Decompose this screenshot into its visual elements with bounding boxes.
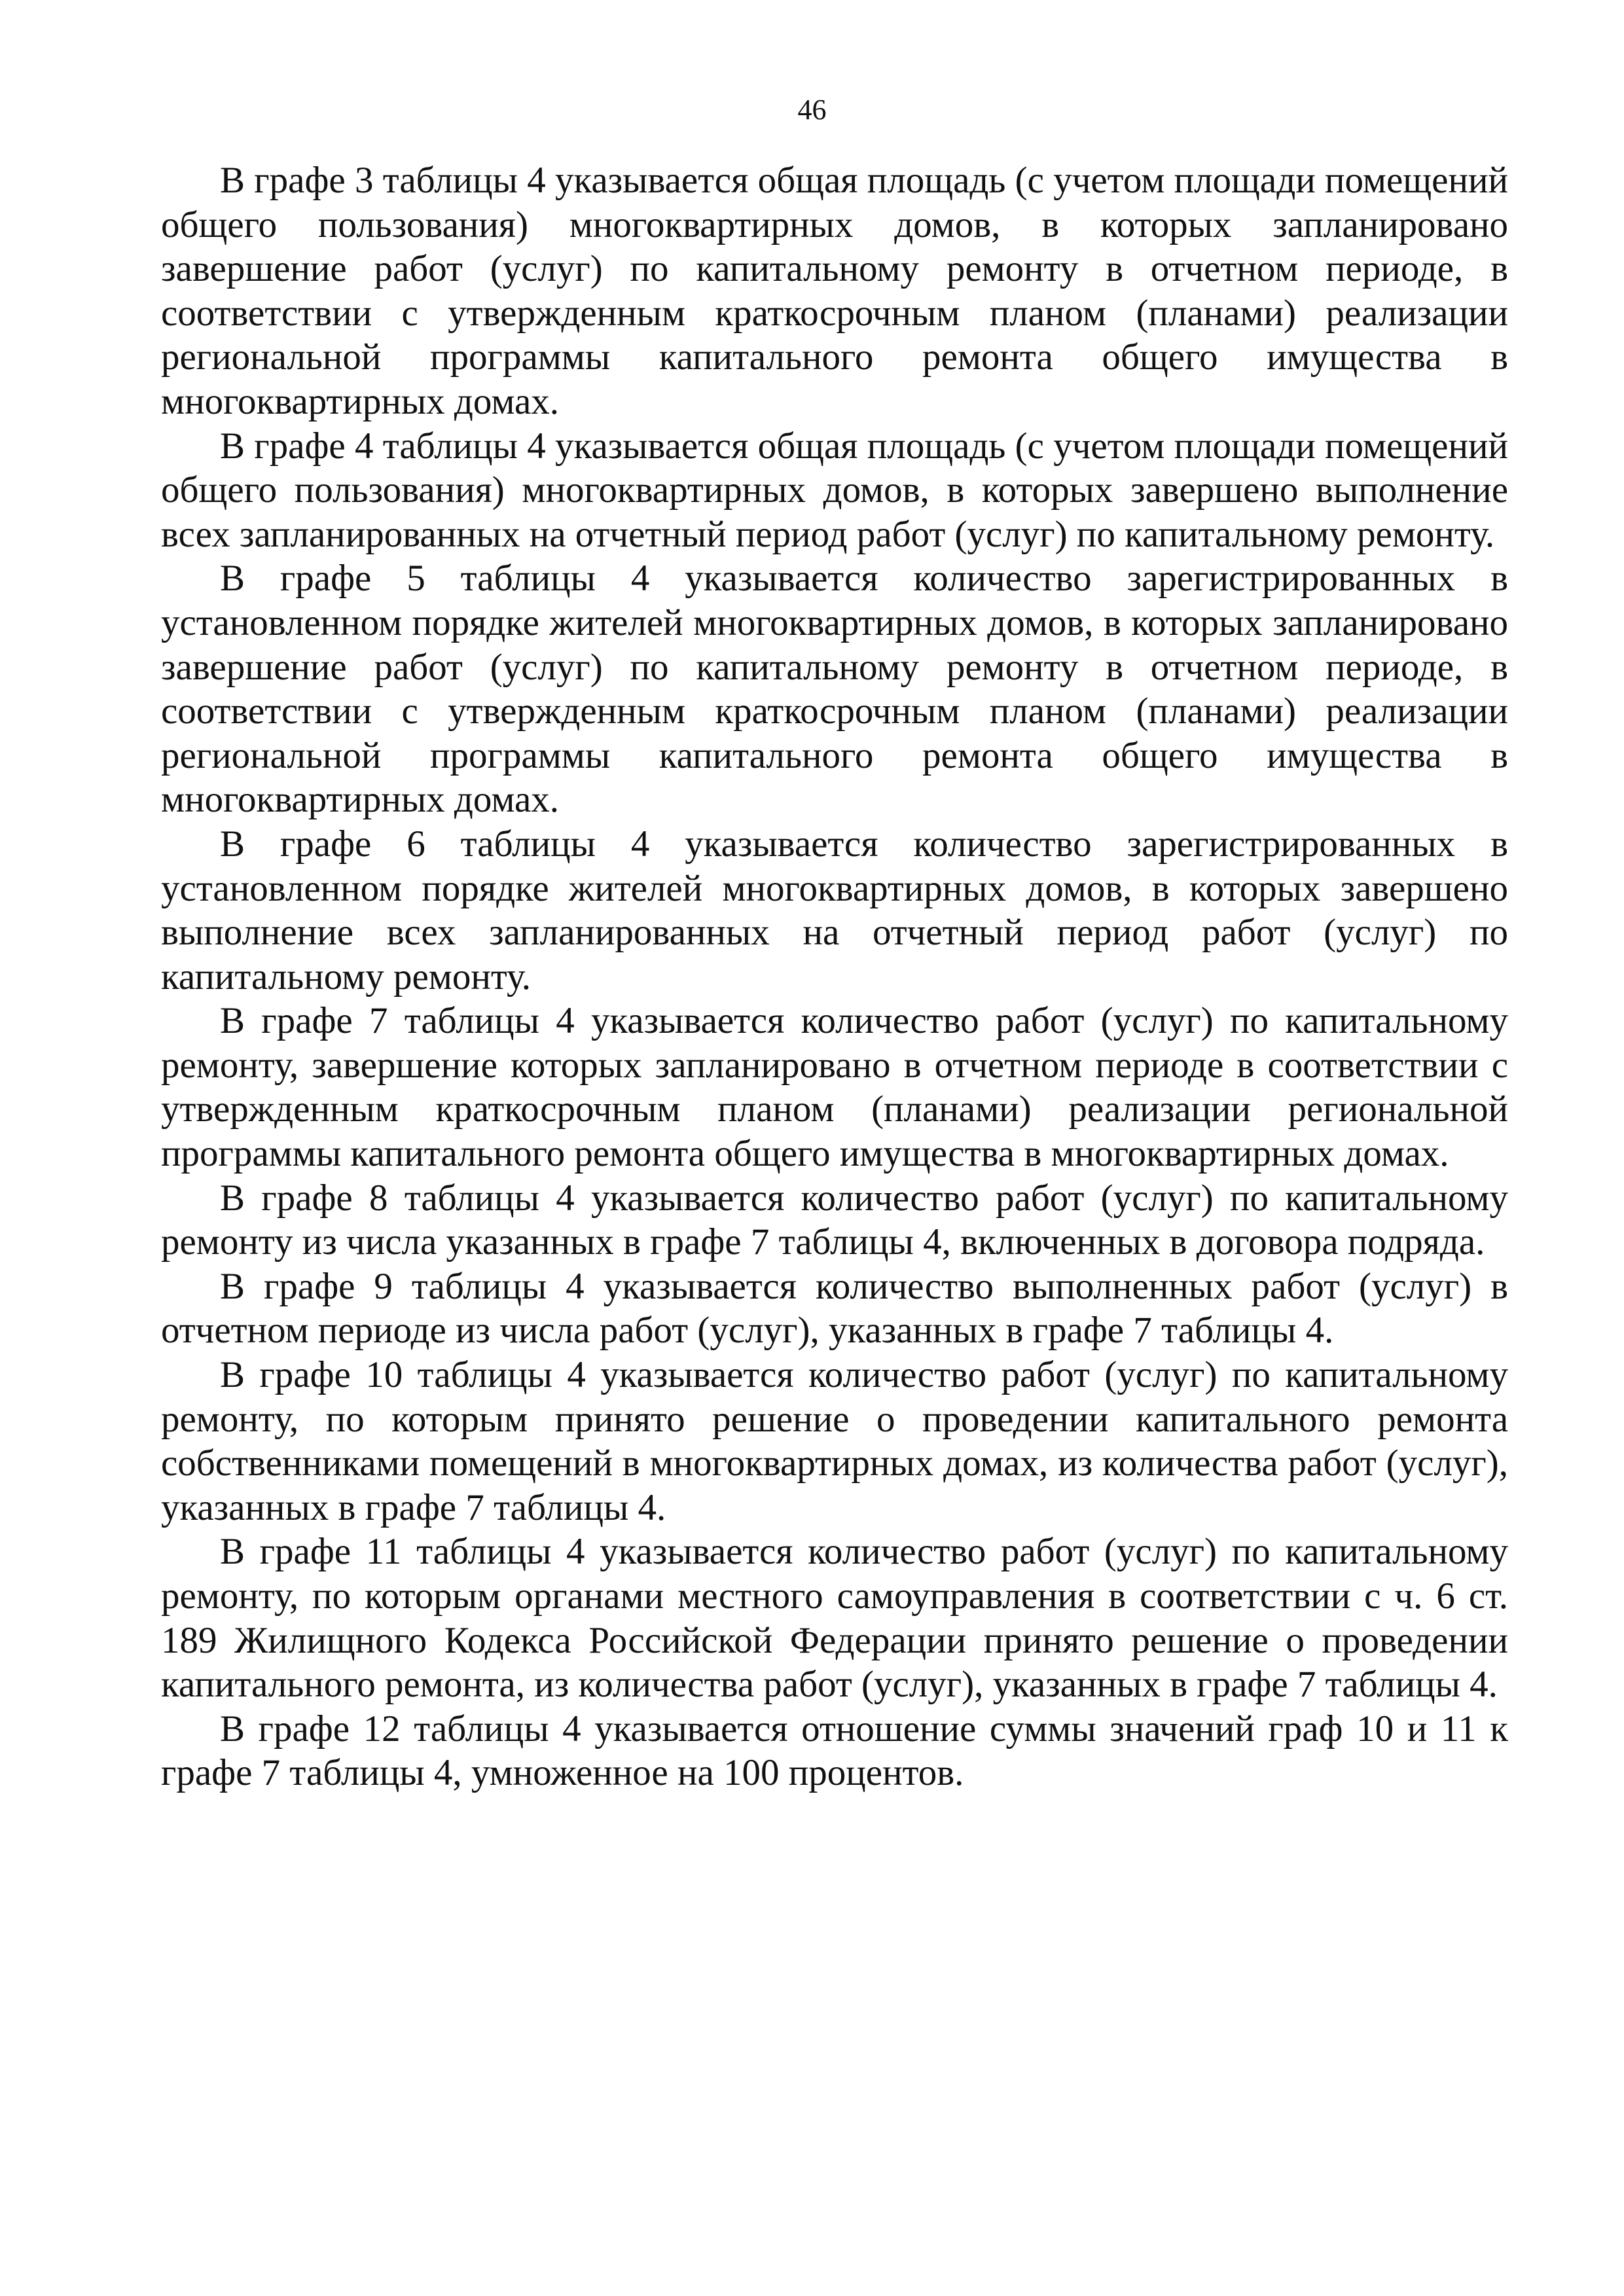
paragraph-grafa-12: В графе 12 таблицы 4 указывается отношение суммы значений граф 10 и 11 к графе 7 таблицы 4, умноженное на 100 процентов.: [161, 1708, 1508, 1794]
paragraph-grafa-4: В графе 4 таблицы 4 указывается общая площадь (с учетом площади помещений общего пользования) многоквартирных домов, в которых завершено выполнение всех запланированных на отчетный период работ (услуг) по капитальному ремонту.: [161, 425, 1508, 555]
paragraph-grafa-10: В графе 10 таблицы 4 указывается количество работ (услуг) по капитальному ремонту, по которым принято решение о проведении капитального ремонта собственниками помещений в многоквартирных домах, из количества работ (услуг), указанных в графе 7 таблицы 4.: [161, 1354, 1508, 1528]
paragraph-grafa-8: В графе 8 таблицы 4 указывается количество работ (услуг) по капитальному ремонту из числа указанных в графе 7 таблицы 4, включенных в договора подряда.: [161, 1177, 1508, 1263]
body-text: [161, 158, 1508, 1795]
paragraph-grafa-5: В графе 5 таблицы 4 указывается количество зарегистрированных в установленном порядке жителей многоквартирных домов, в которых запланировано завершение работ (услуг) по капитальному ремонту в отчетном периоде, в соответствии с утвержденным краткосрочным планом (планами) реализации региональной программы капитального ремонта общего имущества в многоквартирных домах.: [161, 558, 1508, 821]
paragraph-grafa-6: В графе 6 таблицы 4 указывается количество зарегистрированных в установленном порядке жителей многоквартирных домов, в которых завершено выполнение всех запланированных на отчетный период работ (услуг) по капитальному ремонту.: [161, 823, 1508, 997]
page-number: 46: [797, 94, 827, 126]
paragraph-grafa-3: В графе 3 таблицы 4 указывается общая площадь (с учетом площади помещений общего пользования) многоквартирных домов, в которых запланировано завершение работ (услуг) по капитальному ремонту в отчетном периоде, в соответствии с утвержденным краткосрочным планом (планами) реализации региональной программы капитального ремонта общего имущества в многоквартирных домах.: [161, 160, 1508, 422]
paragraph-grafa-11: В графе 11 таблицы 4 указывается количество работ (услуг) по капитальному ремонту, по которым органами местного самоуправления в соответствии с ч. 6 ст. 189 Жилищного Кодекса Российской Федерации принято решение о проведении капитального ремонта, из количества работ (услуг), указанных в графе 7 таблицы 4.: [161, 1531, 1508, 1706]
paragraph-grafa-9: В графе 9 таблицы 4 указывается количество выполненных работ (услуг) в отчетном периоде из числа работ (услуг), указанных в графе 7 таблицы 4.: [161, 1265, 1508, 1352]
paragraph-grafa-7: В графе 7 таблицы 4 указывается количество работ (услуг) по капитальному ремонту, завершение которых запланировано в отчетном периоде в соответствии с утвержденным краткосрочным планом (планами) реализации региональной программы капитального ремонта общего имущества в многоквартирных домах.: [161, 1000, 1508, 1175]
